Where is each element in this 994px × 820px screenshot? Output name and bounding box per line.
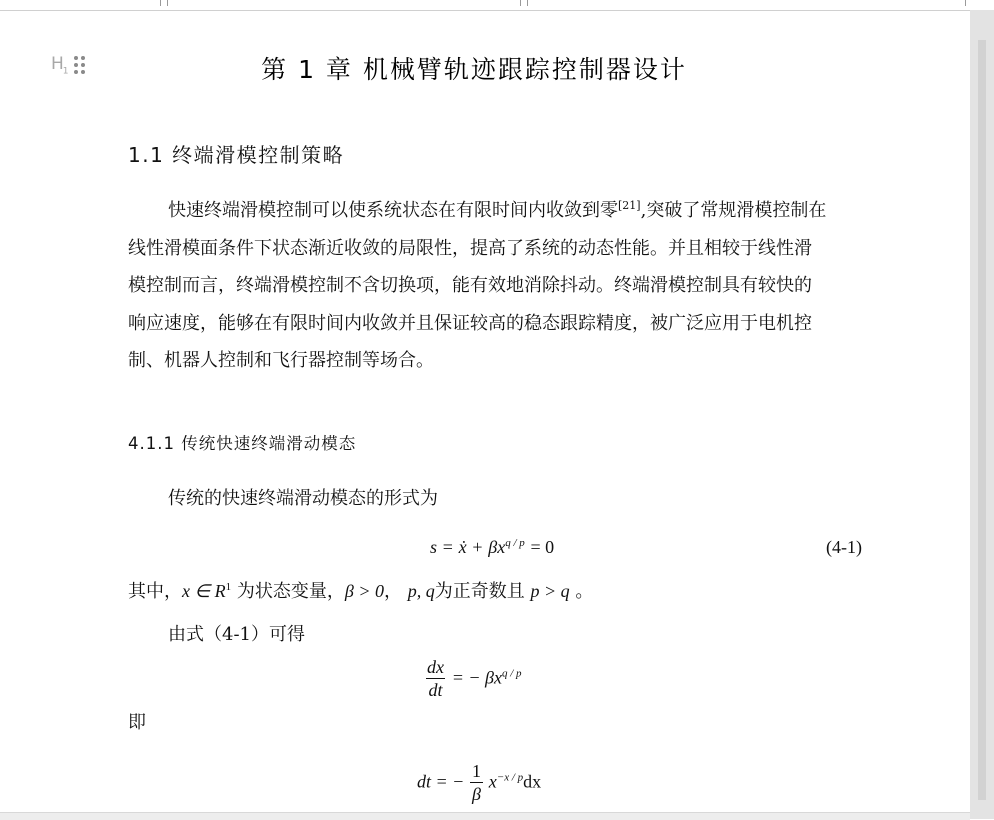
- vertical-scrollbar[interactable]: [978, 40, 986, 800]
- equation-2: $\frac{dx}{dt}$ = − $\beta x^{q / p}$: [427, 657, 522, 700]
- chapter-title: 第 1 章 机械臂轨迹跟踪控制器设计: [261, 55, 687, 84]
- fraction: $\frac{dx}{dt}$: [427, 657, 444, 700]
- equation-3: dt = − $\frac{1}{\beta}$ $x^{-x / p}dx$: [417, 761, 542, 804]
- ruler-tick: [160, 0, 161, 6]
- equation-number: (4-1): [826, 537, 862, 557]
- body-paragraph: 快速终端滑模控制可以使系统状态在有限时间内收敛到零[21],突破了常规滑模控制在线性滑模面条件下状态渐近收敛的局限性，提高了系统的动态性能。并且相较于线性滑模控制而言，终端滑模控制不含切换项，能有效地消除抖动。终端滑模控制具有较快的响应速度，能够在有限时间内收敛并且保证较高的稳态跟踪精度，被广泛应用于电机控制、机器人控制和飞行器控制等场合。: [128, 199, 827, 371]
- ji-text: 即: [128, 712, 146, 733]
- ruler-tick: [520, 0, 521, 6]
- top-ruler[interactable]: [0, 0, 994, 11]
- section-heading: 1.1 终端滑模控制策略: [128, 143, 345, 167]
- subsection-heading: 4.1.1 传统快速终端滑动模态: [128, 434, 357, 453]
- from-text: 由式（4-1）可得: [168, 624, 305, 645]
- fraction: $\frac{1}{\beta}$: [472, 761, 482, 804]
- heading-level-icon: $H_1$: [51, 54, 68, 77]
- right-gutter: [970, 10, 994, 819]
- intro-text: 传统的快速终端滑动模态的形式为: [168, 488, 438, 509]
- equation-4-1: s = ẋ + $\beta x^{q / p} = 0$: [430, 537, 555, 557]
- citation[interactable]: [21]: [618, 199, 641, 212]
- where-text: 其中，x ∈ $R^1$ 为状态变量，β > 0， p, q为正奇数且 p > q 。: [128, 581, 594, 602]
- ruler-tick: [965, 0, 966, 6]
- ruler-tick: [527, 0, 528, 6]
- ruler-tick: [167, 0, 168, 6]
